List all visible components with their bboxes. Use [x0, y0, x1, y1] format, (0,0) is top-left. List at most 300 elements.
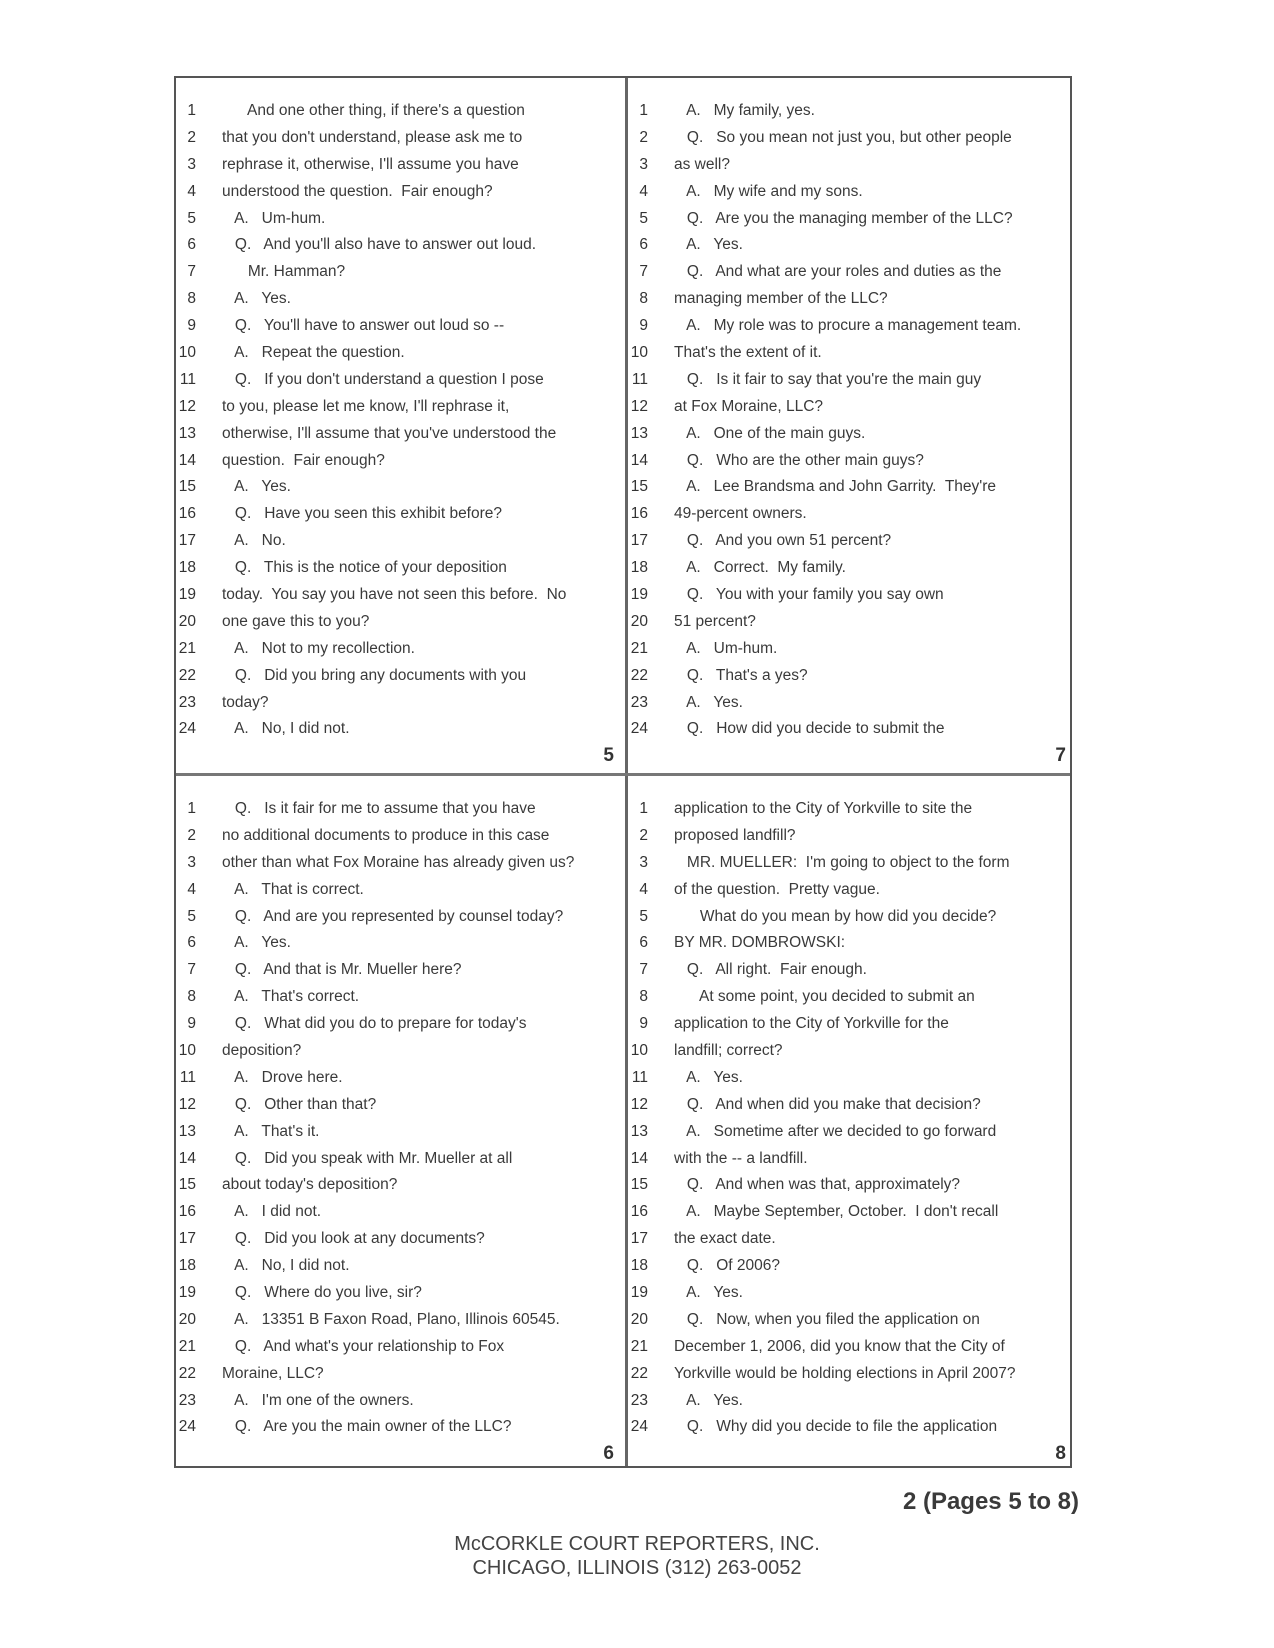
line-text: Moraine, LLC?	[222, 1364, 324, 1382]
transcript-line	[176, 1146, 622, 1173]
transcript-line	[176, 125, 622, 152]
line-number: 2	[187, 826, 196, 844]
transcript-line	[176, 1334, 622, 1361]
line-text: A. Yes.	[222, 934, 291, 952]
line-number: 21	[630, 639, 648, 657]
line-number: 17	[178, 1230, 196, 1248]
transcript-line	[628, 690, 1074, 717]
transcript-line	[628, 1253, 1074, 1280]
line-number: 22	[630, 1364, 648, 1382]
line-text: A. 13351 B Faxon Road, Plano, Illinois 60545.	[222, 1310, 560, 1328]
line-number: 4	[187, 182, 196, 200]
line-number: 21	[178, 639, 196, 657]
transcript-line	[176, 152, 622, 179]
transcript-line	[628, 1334, 1074, 1361]
pages-summary: 2 (Pages 5 to 8)	[902, 1488, 1079, 1515]
transcript-line	[176, 1307, 622, 1334]
transcript-line	[628, 555, 1074, 582]
transcript-line	[628, 1065, 1074, 1092]
line-number: 2	[187, 128, 196, 146]
line-number: 4	[639, 182, 648, 200]
transcript-line	[628, 877, 1074, 904]
line-text: Q. Why did you decide to file the application	[674, 1418, 998, 1436]
line-number: 8	[187, 988, 196, 1006]
transcript-line	[628, 1280, 1074, 1307]
court-reporter-footer	[0, 1532, 1274, 1580]
line-text: landfill; correct?	[674, 1042, 783, 1060]
transcript-line	[176, 1038, 622, 1065]
line-text: A. That is correct.	[222, 880, 364, 898]
line-number: 19	[178, 586, 196, 604]
transcript-line	[628, 206, 1074, 233]
line-text: other than what Fox Moraine has already given us?	[222, 853, 575, 871]
transcript-line	[176, 1280, 622, 1307]
line-number: 21	[178, 1337, 196, 1355]
transcript-line	[628, 823, 1074, 850]
line-text: at Fox Moraine, LLC?	[674, 397, 824, 415]
line-number: 18	[178, 559, 196, 577]
transcript-line	[628, 930, 1074, 957]
transcript-line	[176, 1119, 622, 1146]
transcript-line	[176, 1065, 622, 1092]
line-text: A. Yes.	[222, 290, 291, 308]
transcript-line	[628, 528, 1074, 555]
line-number: 17	[630, 1230, 648, 1248]
line-text: Q. And that is Mr. Mueller here?	[222, 961, 462, 979]
line-text: today. You say you have not seen this before. No	[222, 586, 567, 604]
line-number: 14	[178, 451, 196, 469]
transcript-line	[628, 474, 1074, 501]
line-number: 16	[630, 1203, 648, 1221]
line-text: A. That's it.	[222, 1122, 320, 1140]
line-text: A. My family, yes.	[674, 102, 815, 119]
line-text: application to the City of Yorkville to site the	[674, 800, 973, 817]
line-text: Q. All right. Fair enough.	[674, 961, 867, 979]
transcript-line	[176, 313, 622, 340]
line-number: 12	[630, 1095, 648, 1113]
transcript-line	[176, 930, 622, 957]
line-text: And one other thing, if there's a question	[222, 102, 525, 119]
transcript-line	[628, 636, 1074, 663]
line-text: A. No, I did not.	[222, 1257, 350, 1275]
transcript-line	[176, 501, 622, 528]
transcript-line	[176, 555, 622, 582]
line-text: otherwise, I'll assume that you've understood the	[222, 424, 557, 442]
transcript-line	[176, 716, 622, 743]
line-number: 5	[639, 907, 648, 925]
line-text: Q. Did you speak with Mr. Mueller at all	[222, 1149, 513, 1167]
transcript-line	[628, 957, 1074, 984]
transcript-page-8	[628, 776, 1074, 1469]
line-text: Q. That's a yes?	[674, 666, 808, 684]
line-text: December 1, 2006, did you know that the City of	[674, 1337, 1005, 1355]
line-number: 22	[178, 666, 196, 684]
line-number: 13	[630, 1122, 648, 1140]
line-number: 8	[639, 988, 648, 1006]
line-number: 1	[639, 800, 648, 817]
line-text: application to the City of Yorkville for the	[674, 1015, 949, 1033]
line-number: 21	[630, 1337, 648, 1355]
line-number: 3	[187, 853, 196, 871]
page-number: 7	[1055, 745, 1066, 766]
line-number: 3	[187, 155, 196, 173]
line-number: 3	[639, 155, 648, 173]
transcript-line	[176, 984, 622, 1011]
line-number: 1	[187, 102, 196, 119]
transcript-line	[628, 716, 1074, 743]
line-number: 15	[178, 478, 196, 496]
transcript-line	[628, 1226, 1074, 1253]
transcript-page-6	[176, 776, 622, 1469]
transcript-line	[176, 394, 622, 421]
line-text: as well?	[674, 155, 730, 173]
line-text: Q. Have you seen this exhibit before?	[222, 505, 503, 523]
line-text: Yorkville would be holding elections in April 2007?	[674, 1364, 1016, 1382]
line-number: 9	[639, 1015, 648, 1033]
line-text: A. Yes.	[674, 693, 743, 711]
line-number: 10	[178, 1042, 196, 1060]
transcript-line	[628, 179, 1074, 206]
line-number: 4	[187, 880, 196, 898]
company-name: McCORKLE COURT REPORTERS, INC.	[454, 1533, 820, 1555]
transcript-line	[628, 582, 1074, 609]
line-text: A. Um-hum.	[222, 209, 326, 227]
transcript-line	[176, 528, 622, 555]
line-text: A. Not to my recollection.	[222, 639, 415, 657]
transcript-line	[176, 796, 622, 823]
line-text: Q. Other than that?	[222, 1095, 377, 1113]
transcript-line	[628, 152, 1074, 179]
line-text: deposition?	[222, 1042, 302, 1060]
line-number: 10	[178, 344, 196, 362]
line-text: That's the extent of it.	[674, 344, 822, 362]
line-text: A. Yes.	[222, 478, 291, 496]
line-text: A. Yes.	[674, 1068, 743, 1086]
line-text: A. Maybe September, October. I don't recall	[674, 1203, 999, 1221]
transcript-line	[176, 690, 622, 717]
line-text: A. Drove here.	[222, 1068, 343, 1086]
line-number: 6	[187, 934, 196, 952]
page-lines	[628, 98, 1074, 743]
line-text: rephrase it, otherwise, I'll assume you have	[222, 155, 519, 173]
line-text: Q. This is the notice of your deposition	[222, 559, 507, 577]
transcript-line	[628, 259, 1074, 286]
line-number: 23	[178, 693, 196, 711]
line-number: 11	[179, 370, 196, 388]
line-text: Q. And when did you make that decision?	[674, 1095, 981, 1113]
transcript-line	[628, 796, 1074, 823]
line-text: At some point, you decided to submit an	[674, 988, 975, 1006]
line-number: 16	[178, 505, 196, 523]
transcript-line	[176, 259, 622, 286]
transcript-line	[176, 636, 622, 663]
transcript-line	[628, 421, 1074, 448]
transcript-line	[628, 340, 1074, 367]
transcript-line	[176, 206, 622, 233]
transcript-line	[628, 609, 1074, 636]
line-text: the exact date.	[674, 1230, 776, 1248]
line-text: Q. Did you bring any documents with you	[222, 666, 527, 684]
transcript-line	[628, 1146, 1074, 1173]
line-text: Q. Is it fair for me to assume that you have	[222, 800, 536, 817]
transcript-line	[176, 1361, 622, 1388]
line-number: 7	[187, 263, 196, 281]
line-text: A. No, I did not.	[222, 720, 350, 738]
line-number: 11	[179, 1068, 196, 1086]
line-number: 4	[639, 880, 648, 898]
transcript-line	[628, 448, 1074, 475]
transcript-line	[628, 1414, 1074, 1441]
line-text: Q. And what are your roles and duties as the	[674, 263, 1002, 281]
transcript-line	[176, 1199, 622, 1226]
line-text: A. Um-hum.	[674, 639, 778, 657]
line-text: Mr. Hamman?	[222, 263, 346, 281]
line-number: 23	[630, 1391, 648, 1409]
line-text: A. My wife and my sons.	[674, 182, 863, 200]
line-number: 14	[630, 1149, 648, 1167]
line-text: Q. Who are the other main guys?	[674, 451, 924, 469]
line-number: 12	[178, 397, 196, 415]
transcript-line	[176, 957, 622, 984]
line-number: 18	[630, 559, 648, 577]
transcript-line	[628, 904, 1074, 931]
line-text: to you, please let me know, I'll rephrase it,	[222, 397, 510, 415]
transcript-line	[176, 232, 622, 259]
line-text: A. Sometime after we decided to go forward	[674, 1122, 997, 1140]
line-number: 24	[178, 720, 196, 738]
line-text: Q. And are you represented by counsel today?	[222, 907, 564, 925]
line-number: 1	[187, 800, 196, 817]
line-number: 24	[630, 720, 648, 738]
line-text: no additional documents to produce in this case	[222, 826, 550, 844]
line-number: 13	[178, 1122, 196, 1140]
transcript-line	[176, 663, 622, 690]
line-text: A. Yes.	[674, 236, 743, 254]
line-number: 9	[187, 317, 196, 335]
line-number: 15	[630, 478, 648, 496]
transcript-line	[628, 1092, 1074, 1119]
line-number: 20	[178, 1310, 196, 1328]
transcript-line	[628, 232, 1074, 259]
line-text: proposed landfill?	[674, 826, 796, 844]
line-text: A. I'm one of the owners.	[222, 1391, 414, 1409]
line-number: 14	[178, 1149, 196, 1167]
transcript-line	[176, 367, 622, 394]
transcript-line	[176, 98, 622, 125]
transcript-line	[176, 474, 622, 501]
transcript-line	[628, 367, 1074, 394]
line-number: 17	[178, 532, 196, 550]
line-text: Q. And you'll also have to answer out loud.	[222, 236, 537, 254]
line-number: 20	[630, 1310, 648, 1328]
transcript-line	[628, 125, 1074, 152]
line-number: 9	[639, 317, 648, 335]
line-text: Q. Did you look at any documents?	[222, 1230, 485, 1248]
transcript-page-5	[176, 78, 622, 771]
line-text: Q. What did you do to prepare for today's	[222, 1015, 527, 1033]
transcript-line	[176, 850, 622, 877]
line-number: 7	[187, 961, 196, 979]
line-text: with the -- a landfill.	[674, 1149, 808, 1167]
line-number: 23	[178, 1391, 196, 1409]
page-lines	[176, 98, 622, 743]
line-text: 49-percent owners.	[674, 505, 807, 523]
line-number: 6	[639, 934, 648, 952]
line-number: 13	[178, 424, 196, 442]
line-text: MR. MUELLER: I'm going to object to the form	[674, 853, 1010, 871]
company-location: CHICAGO, ILLINOIS (312) 263-0052	[472, 1557, 802, 1579]
line-text: Q. Are you the main owner of the LLC?	[222, 1418, 512, 1436]
transcript-line	[176, 1172, 622, 1199]
line-text: What do you mean by how did you decide?	[674, 907, 997, 925]
line-number: 18	[178, 1257, 196, 1275]
line-text: Q. You'll have to answer out loud so --	[222, 317, 505, 335]
line-number: 17	[630, 532, 648, 550]
line-text: Q. Where do you live, sir?	[222, 1284, 422, 1302]
transcript-line	[176, 340, 622, 367]
transcript-line	[176, 179, 622, 206]
line-text: Q. Is it fair to say that you're the main guy	[674, 370, 982, 388]
line-text: A. I did not.	[222, 1203, 322, 1221]
transcript-line	[176, 877, 622, 904]
transcript-line	[628, 1307, 1074, 1334]
line-number: 12	[630, 397, 648, 415]
line-number: 19	[630, 586, 648, 604]
line-text: that you don't understand, please ask me to	[222, 128, 523, 146]
transcript-line	[176, 609, 622, 636]
line-number: 24	[630, 1418, 648, 1436]
transcript-line	[628, 663, 1074, 690]
line-number: 10	[630, 1042, 648, 1060]
transcript-line	[628, 1172, 1074, 1199]
line-text: Q. Are you the managing member of the LLC?	[674, 209, 1013, 227]
transcript-line	[176, 1414, 622, 1441]
page-number: 5	[603, 745, 614, 766]
line-number: 8	[187, 290, 196, 308]
line-number: 5	[187, 209, 196, 227]
line-number: 24	[178, 1418, 196, 1436]
transcript-line	[628, 394, 1074, 421]
line-number: 19	[630, 1284, 648, 1302]
line-number: 2	[639, 128, 648, 146]
transcript-page-7	[628, 78, 1074, 771]
transcript-line	[628, 1011, 1074, 1038]
line-number: 11	[631, 1068, 648, 1086]
line-number: 1	[639, 102, 648, 119]
line-number: 6	[639, 236, 648, 254]
transcript-line	[628, 1361, 1074, 1388]
line-text: A. Yes.	[674, 1284, 743, 1302]
transcript-line	[628, 1038, 1074, 1065]
transcript-line	[628, 1199, 1074, 1226]
line-text: Q. And when was that, approximately?	[674, 1176, 961, 1194]
line-number: 20	[178, 612, 196, 630]
transcript-line	[628, 98, 1074, 125]
line-text: Q. So you mean not just you, but other people	[674, 128, 1012, 146]
line-text: today?	[222, 693, 269, 711]
transcript-line	[628, 1388, 1074, 1415]
transcript-line	[176, 421, 622, 448]
line-text: A. Correct. My family.	[674, 559, 846, 577]
transcript-line	[176, 1388, 622, 1415]
line-text: Q. You with your family you say own	[674, 586, 944, 604]
line-number: 16	[178, 1203, 196, 1221]
transcript-line	[176, 286, 622, 313]
line-number: 23	[630, 693, 648, 711]
transcript-line	[628, 850, 1074, 877]
line-text: managing member of the LLC?	[674, 290, 888, 308]
line-number: 16	[630, 505, 648, 523]
transcript-line	[176, 1092, 622, 1119]
transcript-line	[176, 1011, 622, 1038]
line-text: Q. Now, when you filed the application on	[674, 1310, 980, 1328]
line-number: 22	[178, 1364, 196, 1382]
line-text: A. That's correct.	[222, 988, 360, 1006]
line-text: BY MR. DOMBROWSKI:	[674, 934, 846, 952]
line-number: 14	[630, 451, 648, 469]
transcript-line	[628, 501, 1074, 528]
line-number: 18	[630, 1257, 648, 1275]
transcript-line	[176, 1226, 622, 1253]
page-number: 6	[603, 1443, 614, 1464]
transcript-line	[628, 286, 1074, 313]
line-number: 5	[639, 209, 648, 227]
line-number: 7	[639, 961, 648, 979]
transcript-line	[176, 904, 622, 931]
line-number: 10	[630, 344, 648, 362]
page-lines	[176, 796, 622, 1441]
line-text: question. Fair enough?	[222, 451, 385, 469]
line-text: A. No.	[222, 532, 286, 550]
line-text: Q. And you own 51 percent?	[674, 532, 892, 550]
line-text: understood the question. Fair enough?	[222, 182, 493, 200]
line-number: 15	[630, 1176, 648, 1194]
line-text: A. One of the main guys.	[674, 424, 866, 442]
transcript-line	[176, 448, 622, 475]
line-number: 11	[631, 370, 648, 388]
transcript-line	[628, 1119, 1074, 1146]
line-text: A. Repeat the question.	[222, 344, 405, 362]
line-number: 12	[178, 1095, 196, 1113]
line-number: 5	[187, 907, 196, 925]
line-number: 22	[630, 666, 648, 684]
line-text: A. Lee Brandsma and John Garrity. They're	[674, 478, 997, 496]
transcript-line	[176, 582, 622, 609]
line-number: 2	[639, 826, 648, 844]
page-lines	[628, 796, 1074, 1441]
line-text: A. Yes.	[674, 1391, 743, 1409]
line-text: about today's deposition?	[222, 1176, 398, 1194]
line-number: 13	[630, 424, 648, 442]
line-number: 3	[639, 853, 648, 871]
page-number: 8	[1055, 1443, 1066, 1464]
line-number: 9	[187, 1015, 196, 1033]
line-number: 8	[639, 290, 648, 308]
line-number: 15	[178, 1176, 196, 1194]
line-text: of the question. Pretty vague.	[674, 880, 880, 898]
line-text: Q. Of 2006?	[674, 1257, 780, 1275]
line-number: 19	[178, 1284, 196, 1302]
transcript-grid	[174, 76, 1072, 1468]
line-text: 51 percent?	[674, 612, 756, 630]
line-text: one gave this to you?	[222, 612, 370, 630]
transcript-line	[628, 984, 1074, 1011]
transcript-line	[628, 313, 1074, 340]
line-number: 6	[187, 236, 196, 254]
line-text: Q. How did you decide to submit the	[674, 720, 945, 738]
transcript-line	[176, 1253, 622, 1280]
line-number: 7	[639, 263, 648, 281]
